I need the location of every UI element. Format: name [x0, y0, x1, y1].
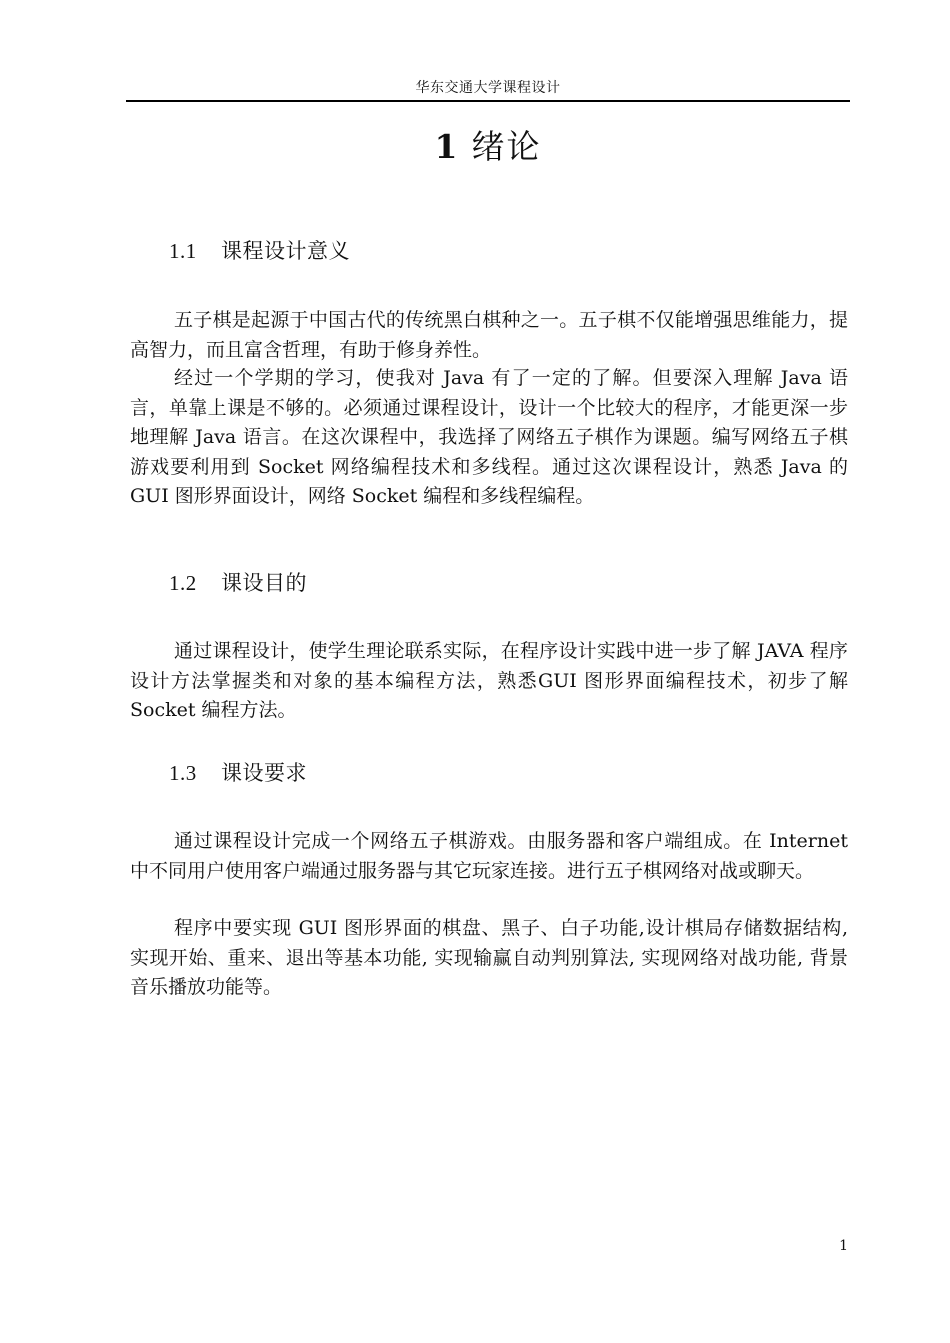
section-number: 1.3: [169, 761, 197, 785]
chapter-number: 1: [434, 127, 460, 166]
section-number: 1.2: [169, 571, 197, 595]
section-title: 课设要求: [221, 761, 307, 785]
paragraph: 通过课程设计完成一个网络五子棋游戏。由服务器和客户端组成。在 Internet 中不同用户使用客户端通过服务器与其它玩家连接。进行五子棋网络对战或聊天。: [130, 830, 848, 882]
chapter-title-text: 绪论: [471, 127, 542, 166]
section-number: 1.1: [169, 239, 197, 263]
paragraph: 五子棋是起源于中国古代的传统黑白棋种之一。五子棋不仅能增强思维能力，提高智力，而且富含哲理，有助于修身养性。: [130, 309, 848, 361]
section-heading-1-1: [169, 236, 350, 266]
running-header: 华东交通大学课程设计: [415, 80, 561, 96]
paragraph: 经过一个学期的学习，使我对 Java 有了一定的了解。但要深入理解 Java 语言，单靠上课是不够的。必须通过课程设计，设计一个比较大的程序，才能更深一步地理解 Java 语言。在这次课程中，我选择了网络五子棋作为课题。编写网络五子棋游戏要利用到 Socket 网络编程技术和多线程。通过这次课程设计，熟悉 Java 的 GUI 图形界面设计，网络 Socket 编程和多线程编程。: [130, 367, 848, 507]
page-number: 1: [839, 1238, 848, 1254]
header-rule: [126, 100, 850, 102]
section-title: 课程设计意义: [221, 239, 350, 263]
paragraph: 通过课程设计，使学生理论联系实际，在程序设计实践中进一步了解 JAVA 程序设计方法掌握类和对象的基本编程方法，熟悉GUI 图形界面编程技术，初步了解 Socket 编程方法。: [130, 640, 848, 721]
chapter-title: [126, 124, 850, 170]
section-title: 课设目的: [221, 571, 307, 595]
section-heading-1-2: [169, 568, 307, 598]
paragraph: 程序中要实现 GUI 图形界面的棋盘、黑子、白子功能,设计棋局存储数据结构, 实现开始、重来、退出等基本功能, 实现输赢自动判别算法, 实现网络对战功能, 背景音乐播放功能等。: [130, 917, 848, 998]
section-heading-1-3: [169, 758, 307, 788]
